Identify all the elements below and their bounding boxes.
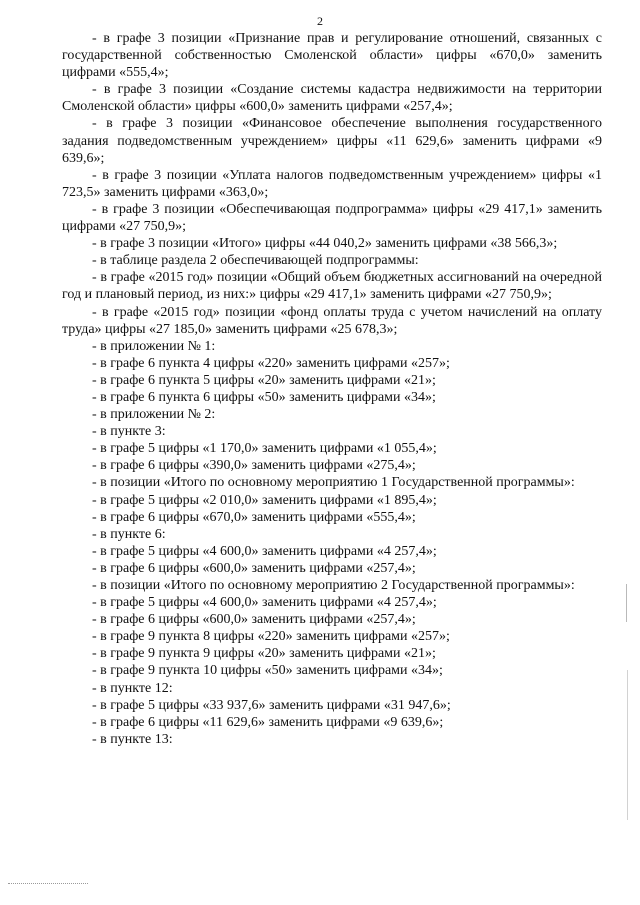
paragraph: - в графе 6 цифры «600,0» заменить цифрами «257,4»; <box>92 612 416 628</box>
paragraph: - в графе 9 пункта 9 цифры «20» заменить цифрами «21»; <box>92 646 436 662</box>
paragraph: - в графе 5 цифры «4 600,0» заменить цифрами «4 257,4»; <box>92 543 437 559</box>
paragraph: - в графе 6 цифры «600,0» заменить цифрами «257,4»; <box>92 560 416 576</box>
page-number: 2 <box>317 14 323 28</box>
footer-rule <box>8 883 88 884</box>
paragraph: - в графе 3 позиции «Создание системы кадастра недвижимости на территории Смоленской области» цифры «600,0» заменить цифрами «257,4»; <box>62 82 602 115</box>
paragraph: - в позиции «Итого по основному мероприятию 1 Государственной программы»: <box>92 475 575 491</box>
scan-edge-mark <box>626 584 627 622</box>
paragraph: - в графе 6 пункта 4 цифры «220» заменить цифрами «257»; <box>92 355 450 371</box>
paragraph: - в графе 6 пункта 5 цифры «20» заменить цифрами «21»; <box>92 372 436 388</box>
paragraph: - в графе 9 пункта 8 цифры «220» заменить цифрами «257»; <box>92 629 450 645</box>
paragraph: - в графе 3 позиции «Уплата налогов подведомственным учреждением» цифры «1 723,5» заменить цифрами «363,0»; <box>62 167 602 200</box>
paragraph: - в графе 5 цифры «2 010,0» заменить цифрами «1 895,4»; <box>92 492 437 508</box>
paragraph: - в приложении № 2: <box>92 407 216 423</box>
paragraph: - в графе «2015 год» позиции «Общий объем бюджетных ассигнований на очередной год и плановый период, из них:» цифры «29 417,1» заменить цифрами «27 750,9»; <box>62 270 602 303</box>
paragraph: - в приложении № 1: <box>92 338 216 354</box>
paragraph: - в пункте 6: <box>92 526 166 542</box>
paragraph: - в пункте 12: <box>92 680 173 696</box>
paragraph: - в пункте 13: <box>92 731 173 747</box>
document-body <box>62 30 602 748</box>
paragraph: - в пункте 3: <box>92 424 166 440</box>
paragraph: - в графе 5 цифры «1 170,0» заменить цифрами «1 055,4»; <box>92 441 437 457</box>
paragraph: - в графе 3 позиции «Финансовое обеспечение выполнения государственного задания подведомственным учреждением» цифры «11 629,6» заменить цифрами «9 639,6»; <box>62 116 602 166</box>
paragraph: - в графе 3 позиции «Итого» цифры «44 040,2» заменить цифрами «38 566,3»; <box>92 236 558 252</box>
paragraph: - в графе 6 цифры «670,0» заменить цифрами «555,4»; <box>92 509 416 525</box>
paragraph: - в графе 3 позиции «Признание прав и регулирование отношений, связанных с государственной собственностью Смоленской области» цифры «670,0» заменить цифрами «555,4»; <box>62 31 602 81</box>
paragraph: - в графе 6 цифры «390,0» заменить цифрами «275,4»; <box>92 458 416 474</box>
paragraph: - в графе 3 позиции «Обеспечивающая подпрограмма» цифры «29 417,1» заменить цифрами «27 750,9»; <box>62 201 602 235</box>
paragraph: - в графе 6 цифры «11 629,6» заменить цифрами «9 639,6»; <box>92 714 444 730</box>
scan-edge-mark <box>627 670 628 820</box>
paragraph: - в графе «2015 год» позиции «фонд оплаты труда с учетом начислений на оплату труда» цифры «27 185,0» заменить цифрами «25 678,3»; <box>62 304 602 337</box>
paragraph: - в таблице раздела 2 обеспечивающей подпрограммы: <box>92 253 419 269</box>
paragraph: - в позиции «Итого по основному мероприятию 2 Государственной программы»: <box>92 578 575 593</box>
paragraph: - в графе 5 цифры «4 600,0» заменить цифрами «4 257,4»; <box>92 595 437 611</box>
paragraph: - в графе 5 цифры «33 937,6» заменить цифрами «31 947,6»; <box>92 697 451 713</box>
paragraph: - в графе 9 пункта 10 цифры «50» заменить цифрами «34»; <box>92 663 443 679</box>
paragraph: - в графе 6 пункта 6 цифры «50» заменить цифрами «34»; <box>92 389 436 405</box>
